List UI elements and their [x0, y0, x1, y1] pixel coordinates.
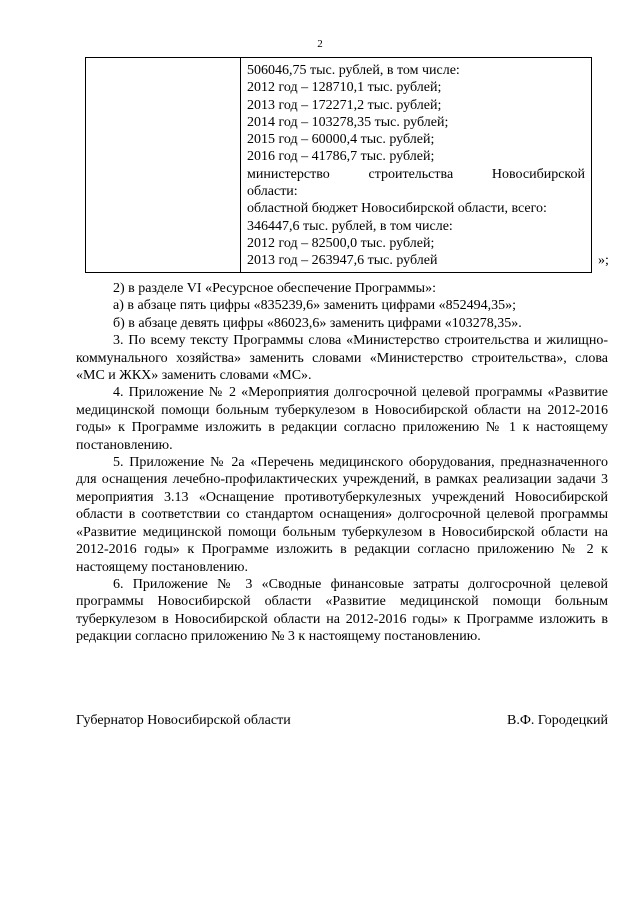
funding-line: 2013 год – 172271,2 тыс. рублей; — [247, 97, 442, 113]
ministry-word: Новосибирской — [491, 166, 585, 182]
paragraph: 6. Приложение № 3 «Сводные финансовые затраты долгосрочной целевой программы Новосибирской области «Развитие медицинской помощи больным туберкулезом в Новосибирской области на 2012-2016 годы» к Программе изложить в редакции согласно приложению № 3 к настоящему постановлению. — [76, 576, 608, 645]
budget-table — [85, 57, 592, 273]
funding-line: областной бюджет Новосибирской области, всего: — [247, 201, 547, 217]
paragraph: а) в абзаце пять цифры «835239,6» заменить цифрами «852494,35»; — [113, 298, 516, 314]
signatory-position: Губернатор Новосибирской области — [76, 713, 291, 728]
closing-quote: »; — [598, 253, 609, 268]
funding-line: 2012 год – 82500,0 тыс. рублей; — [247, 235, 435, 251]
paragraph: 2) в разделе VI «Ресурсное обеспечение Программы»: — [113, 281, 436, 296]
ministry-word: строительства — [368, 166, 454, 182]
funding-line: 2015 год – 60000,4 тыс. рублей; — [247, 132, 435, 148]
ministry-line — [247, 166, 585, 183]
funding-line: 2012 год – 128710,1 тыс. рублей; — [247, 80, 442, 96]
funding-line: 2013 год – 263947,6 тыс. рублей — [247, 253, 438, 269]
ministry-word: министерство — [247, 166, 330, 182]
table-cell-funding — [241, 58, 592, 273]
table-cell-empty — [86, 58, 241, 273]
funding-line: 2016 год – 41786,7 тыс. рублей; — [247, 149, 435, 165]
paragraph: 3. По всему тексту Программы слова «Министерство строительства и жилищно-коммунального хозяйства» заменить словами «Министерство строительства», слова «МС и ЖКХ» заменить словами «МС». — [76, 333, 608, 384]
funding-line: 346447,6 тыс. рублей, в том числе: — [247, 218, 453, 234]
funding-line: 506046,75 тыс. рублей, в том числе: — [247, 63, 460, 78]
ministry-line-2: области: — [247, 184, 298, 200]
funding-line: 2014 год – 103278,35 тыс. рублей; — [247, 114, 449, 130]
amendments-text — [76, 280, 608, 646]
signature-block — [76, 713, 608, 729]
table-row — [86, 58, 592, 273]
paragraph: 4. Приложение № 2 «Мероприятия долгосрочной целевой программы «Развитие медицинской помощи больным туберкулезом в Новосибирской области на 2012-2016 годы» к Программе изложить в редакции согласно приложению № 1 к настоящему постановлению. — [76, 385, 608, 453]
paragraph: б) в абзаце девять цифры «86023,6» заменить цифрами «103278,35». — [113, 315, 522, 331]
signatory-name: В.Ф. Городецкий — [507, 713, 608, 728]
paragraph: 5. Приложение № 2а «Перечень медицинского оборудования, предназначенного для оснащения лечебно-профилактических учреждений, в рамках реализации задачи 3 мероприятия 3.13 «Оснащение противотуберкулезных учреждений Новосибирской области в соответствии со стандартом оснащения» долгосрочной целевой программы «Развитие медицинской помощи больным туберкулезом в Новосибирской области на 2012-2016 годы» к Программе изложить в редакции согласно приложению № 2 к настоящему постановлению. — [76, 455, 608, 575]
page-number: 2 — [317, 38, 323, 50]
